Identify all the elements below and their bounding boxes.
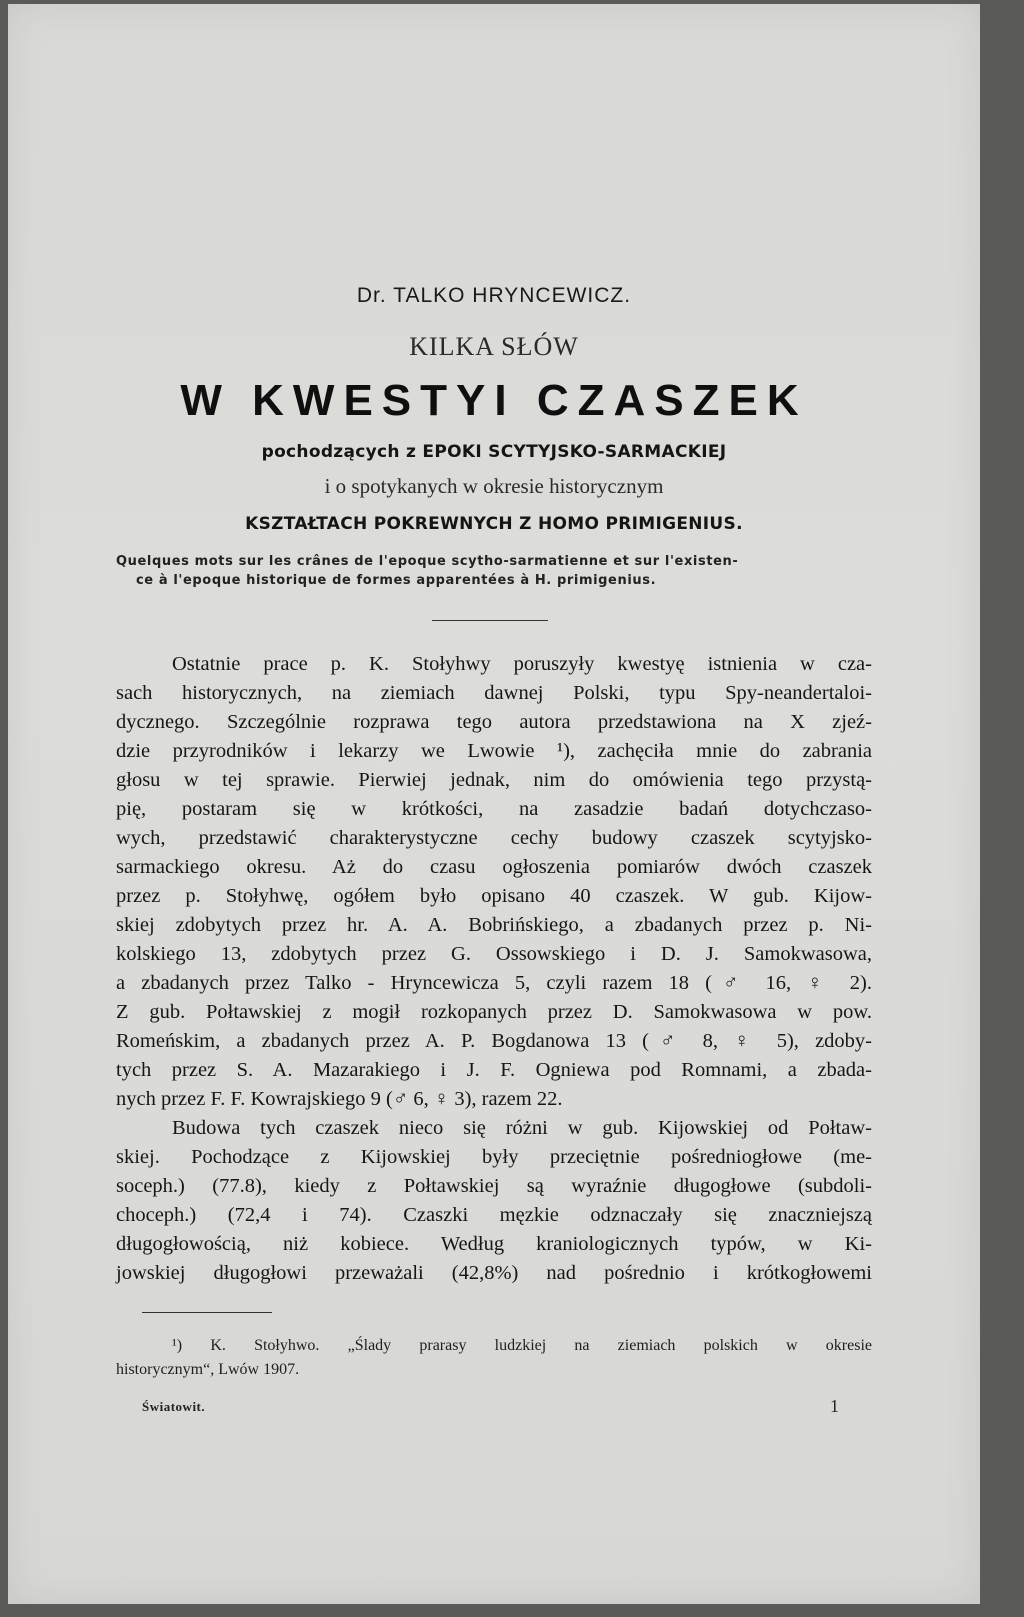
text-line: dycznego. Szczególnie rozprawa tego autora przedstawiona na X zjeź- — [116, 711, 872, 733]
french-summary — [116, 552, 876, 590]
text-line: długogłowością, niż kobiece. Według kraniologicznych typów, w Ki- — [116, 1233, 872, 1255]
document-page — [8, 4, 980, 1604]
paragraph-2 — [116, 1114, 872, 1288]
page-title: W KWESTYI CZASZEK — [180, 376, 808, 425]
article-body — [116, 650, 872, 1288]
text-line: Z gub. Połtawskiej z mogił rozkopanych przez D. Samokwasowa w pow. — [116, 1001, 872, 1023]
text-line: głosu w tej sprawie. Pierwiej jednak, nim do omówienia tego przystą- — [116, 769, 872, 791]
section-divider — [432, 620, 548, 621]
paragraph-1 — [116, 650, 872, 1114]
page-number: 1 — [830, 1396, 839, 1416]
author-name: Dr. TALKO HRYNCEWICZ. — [356, 284, 632, 307]
footnote-line: historycznym“, Lwów 1907. — [116, 1361, 300, 1378]
journal-name: Światowit. — [142, 1399, 206, 1414]
text-line: jowskiej długogłowi przeważali (42,8%) nad pośrednio i krótkogłowemi — [116, 1262, 872, 1284]
text-line: wych, przedstawić charakterystyczne cechy budowy czaszek scytyjsko- — [116, 827, 872, 849]
text-line: dzie przyrodników i lekarzy we Lwowie ¹), zachęciła mnie do zabrania — [116, 740, 872, 762]
text-line: skiej. Pochodzące z Kijowskiej były przeciętnie pośredniogłowe (me- — [116, 1146, 872, 1168]
text-line: kolskiego 13, zdobytych przez G. Ossowskiego i D. J. Samokwasowa, — [116, 943, 872, 965]
text-line: Ostatnie prace p. K. Stołyhwy poruszyły kwestyę istnienia w cza- — [172, 653, 872, 675]
text-line: choceph.) (72,4 i 74). Czaszki męzkie odznaczały się znaczniejszą — [116, 1204, 872, 1226]
text-line: soceph.) (77.8), kiedy z Połtawskiej są wyraźnie długogłowe (subdoli- — [116, 1175, 872, 1197]
footnote — [116, 1334, 872, 1382]
text-line: a zbadanych przez Talko - Hryncewicza 5, czyli razem 18 (♂ 16, ♀ 2). — [116, 972, 872, 994]
text-line: sach historycznych, na ziemiach dawnej Polski, typu Spy-neandertaloi- — [116, 682, 872, 704]
subtitle-epoch: pochodzących z EPOKI SCYTYJSKO-SARMACKIEJ — [261, 442, 727, 462]
text-line: Budowa tych czaszek nieco się różni w gub. Kijowskiej od Połtaw- — [172, 1117, 872, 1139]
subtitle-historical: i o spotykanych w okresie historycznym — [324, 474, 664, 498]
text-line: pię, postaram się w krótkości, na zasadzie badań dotychczaso- — [116, 798, 872, 820]
text-line: Romeńskim, a zbadanych przez A. P. Bogdanowa 13 (♂ 8, ♀ 5), zdoby- — [116, 1030, 872, 1052]
french-summary-line: Quelques mots sur les crânes de l'epoque scytho-sarmatienne et sur l'existen- — [116, 554, 739, 569]
french-summary-line: ce à l'epoque historique de formes apparentées à H. primigenius. — [136, 573, 657, 588]
title-small: KILKA SŁÓW — [409, 332, 579, 361]
footnote-line: ¹) K. Stołyhwo. „Ślady prarasy ludzkiej na ziemiach polskich w okresie — [172, 1337, 872, 1354]
subtitle-forms: KSZTAŁTACH POKREWNYCH Z HOMO PRIMIGENIUS. — [245, 514, 743, 534]
text-line: sarmackiego okresu. Aż do czasu ogłoszenia pomiarów dwóch czaszek — [116, 856, 872, 878]
footnote-divider — [142, 1312, 272, 1313]
text-line: przez p. Stołyhwę, ogółem było opisano 40 czaszek. W gub. Kijow- — [116, 885, 872, 907]
text-line: skiej zdobytych przez hr. A. A. Bobrińskiego, a zbadanych przez p. Ni- — [116, 914, 872, 936]
text-line: tych przez S. A. Mazarakiego i J. F. Ogniewa pod Romnami, a zbada- — [116, 1059, 872, 1081]
text-line: nych przez F. F. Kowrajskiego 9 (♂ 6, ♀ 3), razem 22. — [116, 1088, 563, 1110]
